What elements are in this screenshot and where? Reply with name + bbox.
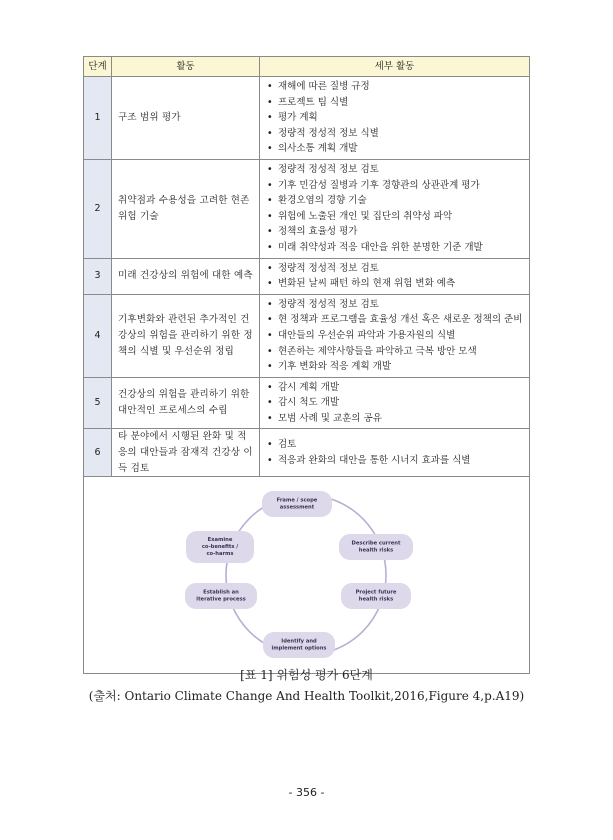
step-number: 6 bbox=[84, 429, 112, 477]
figure-row bbox=[84, 477, 530, 674]
header-activity: 활동 bbox=[112, 57, 260, 77]
node-frame-scope bbox=[262, 491, 332, 517]
node-label: assessment bbox=[279, 504, 315, 511]
details-cell bbox=[260, 294, 530, 377]
node-label: co-benefits / bbox=[201, 544, 239, 551]
detail-item: • 감시 척도 개발 bbox=[266, 395, 525, 411]
node-project-future bbox=[341, 583, 411, 609]
detail-item: • 기후 민감성 질병과 기후 경향관의 상관관계 평가 bbox=[266, 178, 525, 194]
table-caption-source: (출처: Ontario Climate Change And Health Toolkit,2016,Figure 4,p.A19) bbox=[88, 689, 525, 703]
node-label: Examine bbox=[207, 537, 233, 544]
activity-text: 미래 건강상의 위험에 대한 예측 bbox=[112, 258, 260, 294]
detail-item: • 감시 계획 개발 bbox=[266, 380, 525, 396]
details-cell bbox=[260, 159, 530, 258]
detail-item: • 현존하는 제약사항들을 파악하고 극복 방안 모색 bbox=[266, 344, 525, 360]
activity-text: 타 분야에서 시행된 완화 및 적응의 대안들과 잠재적 건강상 이득 검토 bbox=[112, 429, 260, 477]
detail-item: • 평가 계획 bbox=[266, 110, 525, 126]
detail-item: • 기후 변화와 적응 계획 개발 bbox=[266, 359, 525, 375]
detail-item: • 정량적 정성적 정보 식별 bbox=[266, 126, 525, 142]
node-examine-cobenefits bbox=[186, 531, 254, 563]
detail-item: • 프로젝트 팀 식별 bbox=[266, 95, 525, 111]
header-details: 세부 활동 bbox=[260, 57, 530, 77]
node-label: Establish an bbox=[203, 589, 239, 596]
node-label: Frame / scope bbox=[276, 497, 318, 504]
step-number: 1 bbox=[84, 77, 112, 160]
detail-item: • 정량적 정성적 정보 검토 bbox=[266, 297, 525, 313]
details-cell bbox=[260, 429, 530, 477]
table-row bbox=[84, 77, 530, 160]
detail-item: • 정책의 효율성 평가 bbox=[266, 224, 525, 240]
detail-item: • 환경오염의 경향 기술 bbox=[266, 193, 525, 209]
node-label: co-harms bbox=[206, 551, 234, 558]
step-number: 3 bbox=[84, 258, 112, 294]
details-cell bbox=[260, 258, 530, 294]
table-caption-title: [표 1] 위험성 평가 6단계 bbox=[240, 668, 373, 682]
node-label: Describe current bbox=[351, 540, 401, 547]
six-step-cycle-diagram bbox=[84, 477, 529, 673]
detail-item: • 검토 bbox=[266, 437, 525, 453]
details-cell bbox=[260, 377, 530, 429]
node-label: Project future bbox=[355, 589, 397, 596]
header-step: 단계 bbox=[84, 57, 112, 77]
node-label: iterative process bbox=[196, 596, 246, 603]
node-label: health risks bbox=[358, 596, 394, 603]
node-establish-iterative bbox=[185, 583, 257, 609]
node-label: Identify and bbox=[281, 638, 317, 645]
table-header-row bbox=[84, 57, 530, 77]
activity-text: 구조 범위 평가 bbox=[112, 77, 260, 160]
details-cell bbox=[260, 77, 530, 160]
detail-item: • 모범 사례 및 교훈의 공유 bbox=[266, 411, 525, 427]
detail-item: • 미래 취약성과 적응 대안을 위한 분명한 기준 개발 bbox=[266, 240, 525, 256]
node-label: health risks bbox=[358, 547, 394, 554]
step-number: 4 bbox=[84, 294, 112, 377]
detail-item: • 정량적 정성적 정보 검토 bbox=[266, 162, 525, 178]
detail-item: • 의사소통 계획 개발 bbox=[266, 141, 525, 157]
table-row bbox=[84, 159, 530, 258]
page-number: - 356 - bbox=[288, 786, 325, 799]
figure-cell bbox=[84, 477, 530, 674]
risk-assessment-table bbox=[83, 56, 530, 674]
detail-item: • 현 정책과 프로그램을 효율성 개선 혹은 새로운 정책의 준비 bbox=[266, 312, 525, 328]
node-identify-implement bbox=[263, 632, 335, 658]
activity-text: 취약점과 수용성을 고려한 현존 위험 기술 bbox=[112, 159, 260, 258]
detail-item: • 위험에 노출된 개인 및 집단의 취약성 파악 bbox=[266, 209, 525, 225]
step-number: 5 bbox=[84, 377, 112, 429]
activity-text: 건강상의 위험을 관리하기 위한 대안적인 프로세스의 수립 bbox=[112, 377, 260, 429]
table-row bbox=[84, 258, 530, 294]
table-row bbox=[84, 377, 530, 429]
detail-item: • 적응과 완화의 대안을 통한 시너지 효과를 식별 bbox=[266, 453, 525, 469]
cycle-ring bbox=[226, 495, 386, 655]
detail-item: • 정량적 정성적 정보 검토 bbox=[266, 261, 525, 277]
detail-item: • 변화된 날씨 패턴 하의 현재 위험 변화 예측 bbox=[266, 276, 525, 292]
node-label: implement options bbox=[271, 645, 327, 652]
detail-item: • 재해에 따른 질병 규정 bbox=[266, 79, 525, 95]
step-number: 2 bbox=[84, 159, 112, 258]
table-row bbox=[84, 429, 530, 477]
detail-item: • 대안들의 우선순위 파악과 가용자원의 식별 bbox=[266, 328, 525, 344]
table-row bbox=[84, 294, 530, 377]
activity-text: 기후변화와 관련된 추가적인 건강상의 위험을 관리하기 위한 정책의 식별 및 우선순위 정립 bbox=[112, 294, 260, 377]
node-describe-current bbox=[339, 534, 413, 560]
